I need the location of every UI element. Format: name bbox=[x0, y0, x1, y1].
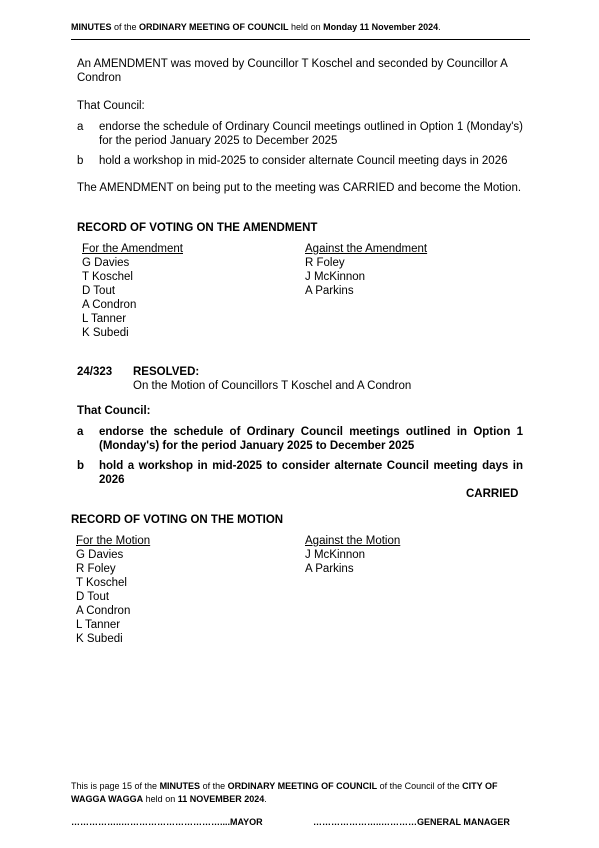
resolution-result: CARRIED bbox=[466, 488, 519, 500]
vote-amendment-heading: RECORD OF VOTING ON THE AMENDMENT bbox=[77, 222, 318, 234]
councillor-name: G Davies bbox=[76, 549, 124, 561]
footer-date: 11 NOVEMBER 2024 bbox=[177, 794, 265, 804]
resolution-that-council: That Council: bbox=[77, 405, 151, 417]
resolution-label: RESOLVED: bbox=[133, 366, 200, 378]
item-text: endorse the schedule of Ordinary Council meetings outlined in Option 1 (Monday's) for the period January 2025 to December 2025 bbox=[99, 121, 523, 147]
header-text: of the bbox=[111, 22, 140, 32]
general-manager-signature-line: …………………..…………GENERAL MANAGER bbox=[313, 817, 510, 827]
page-footer bbox=[71, 780, 530, 806]
item-label: b bbox=[77, 460, 85, 472]
councillor-name: K Subedi bbox=[76, 633, 123, 645]
footer-meeting: ORDINARY MEETING OF COUNCIL bbox=[227, 781, 378, 791]
footer-text: of the Council of the bbox=[377, 781, 463, 791]
footer-text: . bbox=[264, 794, 267, 804]
amendment-item-a bbox=[77, 120, 523, 148]
item-label: a bbox=[77, 426, 84, 438]
item-text: hold a workshop in mid-2025 to consider alternate Council meeting days in 2026 bbox=[99, 155, 508, 167]
for-column-heading: For the Motion bbox=[76, 535, 151, 547]
councillor-name: D Tout bbox=[76, 591, 110, 603]
resolution-number: 24/323 bbox=[77, 366, 113, 378]
footer-text: of the bbox=[200, 781, 228, 791]
page-header bbox=[71, 22, 441, 32]
councillor-name: G Davies bbox=[82, 257, 130, 269]
councillor-name: A Parkins bbox=[305, 285, 354, 297]
footer-city: CITY OF WAGGA WAGGA bbox=[71, 781, 498, 804]
amendment-that-council: That Council: bbox=[77, 100, 145, 112]
councillor-name: K Subedi bbox=[82, 327, 129, 339]
mayor-signature-line: ……………..……………………………....MAYOR bbox=[71, 817, 263, 827]
councillor-name: A Parkins bbox=[305, 563, 354, 575]
item-label: a bbox=[77, 121, 84, 133]
councillor-name: L Tanner bbox=[82, 313, 127, 325]
councillor-name: R Foley bbox=[76, 563, 116, 575]
councillor-name: J McKinnon bbox=[305, 549, 366, 561]
resolution-moved: On the Motion of Councillors T Koschel and A Condron bbox=[133, 380, 412, 392]
header-text: held on bbox=[288, 22, 324, 32]
footer-minutes: MINUTES bbox=[159, 781, 201, 791]
for-column-heading: For the Amendment bbox=[82, 243, 183, 255]
header-minutes: MINUTES bbox=[71, 22, 112, 32]
vote-motion-heading: RECORD OF VOTING ON THE MOTION bbox=[71, 514, 284, 526]
header-meeting: ORDINARY MEETING OF COUNCIL bbox=[139, 22, 289, 32]
footer-text: held on bbox=[143, 794, 178, 804]
against-column-heading: Against the Motion bbox=[305, 535, 401, 547]
header-text: . bbox=[438, 22, 441, 32]
councillor-name: T Koschel bbox=[76, 577, 127, 589]
item-label: b bbox=[77, 155, 84, 167]
item-text: hold a workshop in mid-2025 to consider alternate Council meeting days in 2026 bbox=[99, 460, 523, 486]
header-date: Monday 11 November 2024 bbox=[323, 22, 439, 32]
amendment-intro: An AMENDMENT was moved by Councillor T Koschel and seconded by Councillor A Condron bbox=[77, 58, 508, 84]
councillor-name: L Tanner bbox=[76, 619, 121, 631]
councillor-name: J McKinnon bbox=[305, 271, 366, 283]
councillor-name: T Koschel bbox=[82, 271, 133, 283]
amendment-against-list bbox=[305, 242, 427, 298]
header-divider bbox=[71, 39, 530, 40]
resolution-item-a bbox=[77, 425, 523, 453]
resolution-item-b bbox=[77, 459, 523, 487]
councillor-name: A Condron bbox=[82, 299, 137, 311]
amendment-item-b bbox=[77, 154, 523, 168]
amendment-outcome: The AMENDMENT on being put to the meeting was CARRIED and become the Motion. bbox=[77, 182, 522, 194]
amendment-for-list bbox=[82, 242, 183, 340]
motion-for-list bbox=[76, 534, 150, 646]
councillor-name: A Condron bbox=[76, 605, 131, 617]
footer-text: This is page 15 of the bbox=[71, 781, 160, 791]
motion-against-list bbox=[305, 534, 400, 576]
councillor-name: D Tout bbox=[82, 285, 116, 297]
item-text: endorse the schedule of Ordinary Council meetings outlined in Option 1 (Monday's) for the period January 2025 to December 2025 bbox=[99, 426, 523, 452]
councillor-name: R Foley bbox=[305, 257, 345, 269]
against-column-heading: Against the Amendment bbox=[305, 243, 428, 255]
